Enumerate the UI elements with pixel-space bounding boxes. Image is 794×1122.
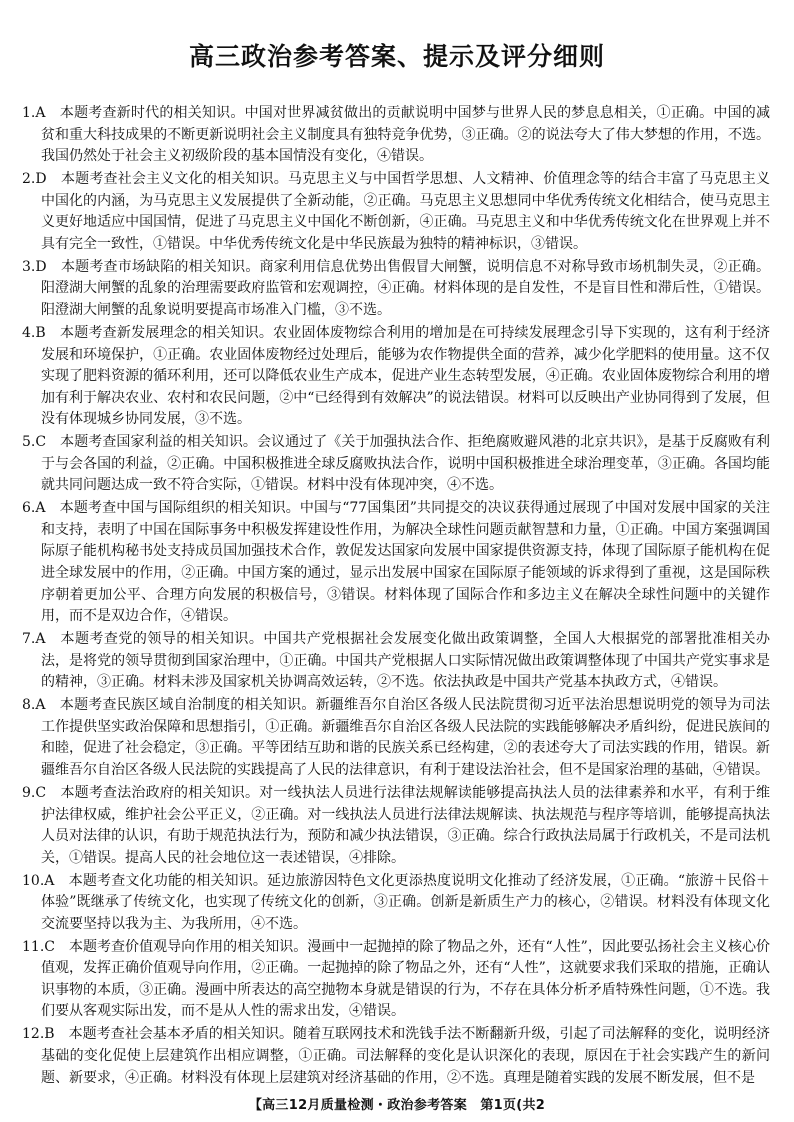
answer-item-4: 4.B 本题考查新发展理念的相关知识。农业固体废物综合利用的增加是在可持续发展理念引导下实现的，这有利于经济发展和环境保护，①正确。农业固体废物经过处理后，能够为农作物提供全面的营养，减少化学肥料的使用量。这不仅实现了肥料资源的循环利用，还可以降低农业生产成本，促进产业生态转型发展，④正确。农业固体废物综合利用的增加有利于解决农业、农村和农民问题，②中“已经得到有效解决”的说法错误。材料可以反映出产业协同得到了发展，但没有体现城乡协同发展，③不选。 xyxy=(22,324,770,428)
answer-item-1: 1.A 本题考查新时代的相关知识。中国对世界减贫做出的贡献说明中国梦与世界人民的梦息息相关，①正确。中国的减贫和重大科技成果的不断更新说明社会主义制度具有独特竞争优势，③正确。②的说法夸大了伟大梦想的作用，不选。我国仍然处于社会主义初级阶段的基本国情没有变化，④错误。 xyxy=(22,105,770,165)
answer-item-12: 12.B 本题考查社会基本矛盾的相关知识。随着互联网技术和洗钱手法不断翻新升级，引起了司法解释的变化，说明经济基础的变化促使上层建筑作出相应调整，①正确。司法解释的变化是认识深化的表现，原因在于社会实践产生的新问题、新要求，④正确。材料没有体现上层建筑对经济基础的作用，②不选。真理是随着实践的发展不断发展，但不是 xyxy=(22,1026,770,1086)
answer-item-10: 10.A 本题考查文化功能的相关知识。延边旅游因特色文化更添热度说明文化推动了经济发展，①正确。“旅游＋民俗＋体验”既继承了传统文化，也实现了传统文化的创新，③正确。创新是新质生产力的核心，②错误。材料没有体现文化交流要坚持以我为主、为我所用，④不选。 xyxy=(22,872,770,932)
answer-item-3: 3.D 本题考查市场缺陷的相关知识。商家利用信息优势出售假冒大闸蟹，说明信息不对称导致市场机制失灵，②正确。阳澄湖大闸蟹的乱象的治理需要政府监管和宏观调控，④正确。材料体现的是自发性，不是盲目性和滞后性，①错误。阳澄湖大闸蟹的乱象说明要提高市场准入门槛，③不选。 xyxy=(22,258,770,318)
answer-item-8: 8.A 本题考查民族区域自治制度的相关知识。新疆维吾尔自治区各级人民法院贯彻习近平法治思想说明党的领导为司法工作提供坚实政治保障和思想指引，①正确。新疆维吾尔自治区各级人民法院的实践能够解决矛盾纠纷，促进民族间的和睦，促进了社会稳定，③正确。平等团结互助和谐的民族关系已经构建，②的表述夸大了司法实践的作用，错误。新疆维吾尔自治区各级人民法院的实践提高了人民的法律意识，有利于建设法治社会，但不是国家治理的基础，④错误。 xyxy=(22,697,770,778)
answer-item-6: 6.A 本题考查中国与国际组织的相关知识。中国与“77国集团”共同提交的决议获得通过展现了中国对发展中国家的关注和支持，表明了中国在国际事务中积极发挥建设性作用，为解决全球性问题贡献智慧和力量，①正确。中国方案强调国际原子能机构秘书处支持成员国加强技术合作，敦促发达国家向发展中国家提供资源支持，体现了国际原子能机构在促进全球发展中的作用，②正确。中国方案的通过，显示出发展中国家在国际原子能领域的诉求得到了重视，这是国际秩序朝着更加公平、合理方向发展的积极信号，③错误。材料体现了国际合作和多边主义在解决全球性问题中的关键作用，而不是双边合作，④错误。 xyxy=(22,500,770,625)
answer-list xyxy=(22,103,770,1091)
answer-item-11: 11.C 本题考查价值观导向作用的相关知识。漫画中一起抛掉的除了物品之外，还有“人性”，因此要弘扬社会主义核心价值观，发挥正确价值观导向作用，②正确。一起抛掉的除了物品之外，还有“人性”，这就要求我们采取的措施，正确认识事物的本质，③正确。漫画中所表达的高空抛物本身就是错误的行为，不存在具体分析矛盾特殊性问题，①不选。我们要从客观实际出发，而不是从人性的需求出发，④错误。 xyxy=(22,938,770,1020)
answer-item-9: 9.C 本题考查法治政府的相关知识。对一线执法人员进行法律法规解读能够提高执法人员的法律素养和水平，有利于维护法律权威，维护社会公平正义，②正确。对一线执法人员进行法律法规解读、执法规范与程序等培训，能够提高执法人员对法律的认识，有助于规范执法行为，预防和减少执法错误，③正确。综合行政执法局属于行政机关，不是司法机关，①错误。提高人民的社会地位这一表述错误，④排除。 xyxy=(22,784,770,866)
page-footer: 【高三12月质量检测・政治参考答案 第1页(共2 xyxy=(248,1098,546,1113)
page-title: 高三政治参考答案、提示及评分细则 xyxy=(188,42,605,71)
answer-item-5: 5.C 本题考查国家利益的相关知识。会议通过了《关于加强执法合作、拒绝腐败避风港的北京共识》，是基于反腐败有利于与会各国的利益，②正确。中国积极推进全球反腐败执法合作，说明中国积极推进全球治理变革，③正确。各国均能就共同问题达成一致不符合实际，①错误。材料中没有体现冲突，④不选。 xyxy=(22,434,770,494)
answer-item-7: 7.A 本题考查党的领导的相关知识。中国共产党根据社会发展变化做出政策调整，全国人大根据党的部署批准相关办法，是将党的领导贯彻到国家治理中，①正确。中国共产党根据人口实际情况做出政策调整体现了中国共产党实事求是的精神，③正确。材料未涉及国家机关协调高效运转，②不选。依法执政是中国共产党基本执政方式，④错误。 xyxy=(22,631,770,691)
answer-item-2: 2.D 本题考查社会主义文化的相关知识。马克思主义与中国哲学思想、人文精神、价值理念等的结合丰富了马克思主义中国化的内涵，为马克思主义发展提供了全新动能，②正确。马克思主义思想同中华优秀传统文化相结合，使马克思主义更好地适应中国国情，促进了马克思主义中国化不断创新，④正确。马克思主义和中华优秀传统文化在世界观上并不具有完全一致性，①错误。中华优秀传统文化是中华民族最为独特的精神标识，③错误。 xyxy=(22,171,770,252)
